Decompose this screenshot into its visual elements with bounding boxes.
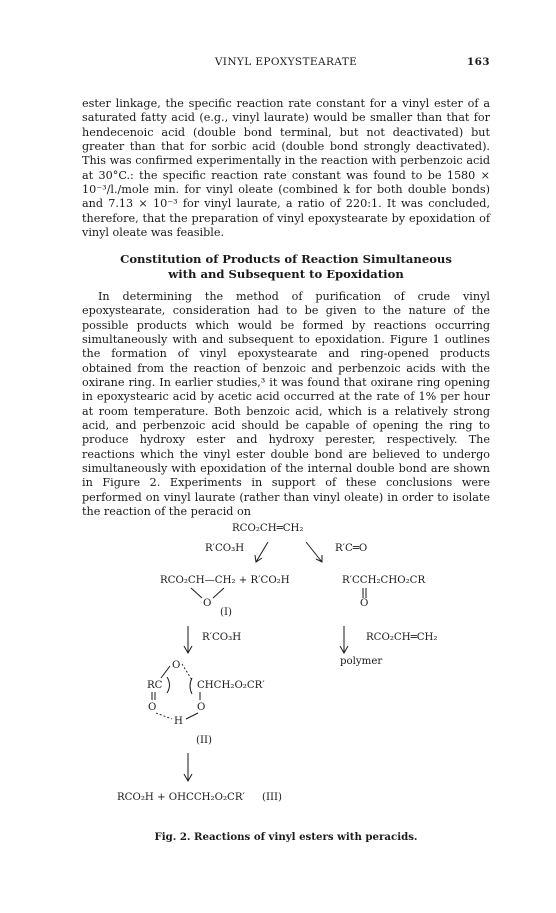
scheme-left-reagent: R′CO₃H: [205, 543, 245, 554]
scheme-left-product: RCO₂CH—CH₂ + R′CO₂H: [160, 575, 290, 586]
ts-chain: CHCH₂O₂CR′: [197, 680, 265, 691]
ts-hydrogen: H: [174, 716, 183, 727]
ts-oxygen-left: O: [148, 702, 157, 713]
ts-dashed-h-left: [156, 713, 172, 719]
ts-bond-o-rc: [161, 666, 170, 678]
scheme-start: RCO₂CH═CH₂: [232, 523, 304, 534]
scheme-final-products: RCO₂H + OHCCH₂O₂CR′: [117, 792, 245, 803]
ts-curl-left: [167, 677, 170, 693]
paragraph-purification: In determining the method of purification of crude vinyl epoxystearate, consideration had to be given to the nature of the possible products which would be formed by reactions occurring simultaneously with and subsequent to epoxidation. Figure 1 outlines the formation of vinyl epoxystearate and ring-opened products obtained from the reaction of benzoic and perbenzoic acids with the oxirane ring. In earlier studies,³ it was found that oxirane ring opening in epoxystearic acid by acetic acid occurred at the rate of 1% per hour at room temperature. Both benzoic acid, which is a relatively strong acid, and perbenzoic acid should be capable of opening the ring to produce hydroxy ester and hydroxy perester, respectively. The reactions which the vinyl ester double bond are believed to undergo simultaneously with epoxidation of the internal double bond are shown in Figure 2. Experiments in support of these conclusions were performed on vinyl laurate (rather than vinyl oleate) in order to isolate the reaction of the peracid on: [82, 290, 490, 519]
section-heading-line-1: Constitution of Products of Reaction Simultaneous: [120, 252, 452, 266]
running-title: VINYL EPOXYSTEARATE: [214, 56, 358, 68]
label-compound-II: (II): [196, 735, 212, 746]
ts-bond-h-right: [186, 713, 198, 719]
ts-curl-right: [190, 678, 192, 694]
ts-oxygen-right: O: [197, 702, 206, 713]
carbonyl-oxygen: O: [360, 598, 369, 609]
page-number: 163: [466, 56, 490, 68]
paragraph-rate-constants: ester linkage, the specific reaction rate constant for a vinyl ester of a saturated fatty acid (e.g., vinyl laurate) would be smaller than that for hendecenoic acid (double bond terminal, but not deactivated) but greater than that for sorbic acid (double bond strongly deactivated). This was confirmed experimentally in the reaction with perbenzoic acid at 30°C.: the specific reaction rate constant was found to be 1580 × 10⁻³/l./mole min. for vinyl oleate (combined k for both double bonds) and 7.13 × 10⁻³ for vinyl laurate, a ratio of 220:1. It was concluded, therefore, that the preparation of vinyl epoxystearate by epoxidation of vinyl oleate was feasible.: [82, 97, 490, 240]
arrow-left-branch: [256, 542, 268, 562]
section-heading-line-2: with and Subsequent to Epoxidation: [168, 267, 404, 281]
epoxide-bond-left: [191, 588, 202, 598]
arrow-right-branch: [306, 542, 322, 562]
scheme-right-product: R′CCH₂CHO₂CR: [342, 575, 426, 586]
scheme-polymer: polymer: [340, 656, 383, 667]
scheme-right-reagent: R′C═O: [335, 543, 368, 554]
scheme-down-left-reagent: R′CO₃H: [202, 632, 242, 643]
figure-caption: Fig. 2. Reactions of vinyl esters with peracids.: [154, 831, 418, 843]
epoxide-bond-right: [213, 588, 224, 598]
ts-oxygen-top: O: [172, 660, 181, 671]
ts-dashed-bond-top: [182, 664, 192, 680]
ts-rc: RC: [147, 680, 163, 691]
label-compound-III: (III): [262, 792, 283, 803]
scheme-down-right-reagent: RCO₂CH═CH₂: [366, 632, 438, 643]
label-compound-I: (I): [220, 607, 232, 618]
epoxide-oxygen: O: [203, 598, 212, 609]
